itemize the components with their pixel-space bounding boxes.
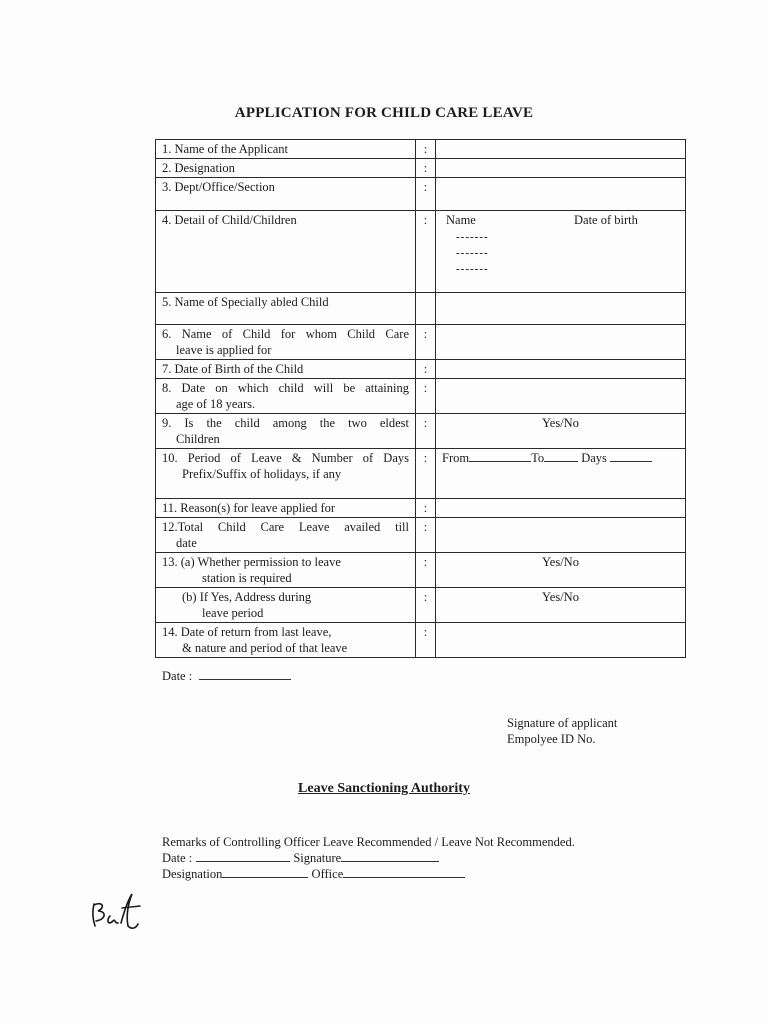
authority-office-blank[interactable] bbox=[343, 866, 465, 878]
table-row bbox=[156, 518, 686, 553]
table-row bbox=[156, 211, 686, 293]
table-row bbox=[156, 360, 686, 379]
designation-field[interactable] bbox=[436, 159, 686, 178]
address-yes-no[interactable]: Yes/No bbox=[436, 588, 686, 623]
date-blank[interactable] bbox=[199, 668, 291, 680]
specially-abled-child-field[interactable] bbox=[436, 293, 686, 325]
colon: : bbox=[416, 623, 436, 658]
remarks-text: Remarks of Controlling Officer Leave Recommended / Leave Not Recommended. bbox=[162, 835, 575, 849]
child-entry-line: ------- bbox=[456, 247, 489, 259]
colon bbox=[416, 293, 436, 325]
colon: : bbox=[416, 499, 436, 518]
authority-block bbox=[162, 834, 575, 882]
signature-applicant-label: Signature of applicant bbox=[507, 716, 618, 730]
authority-designation-line bbox=[162, 866, 575, 882]
authority-date-line bbox=[162, 850, 575, 866]
applicant-name-field[interactable] bbox=[436, 140, 686, 159]
from-blank[interactable] bbox=[469, 450, 531, 462]
days-blank[interactable] bbox=[610, 450, 652, 462]
field-label: 9. Is the child among the two eldest Children bbox=[156, 414, 416, 449]
colon: : bbox=[416, 518, 436, 553]
field-label: 14. Date of return from last leave, & nature and period of that leave bbox=[156, 623, 416, 658]
table-row bbox=[156, 588, 686, 623]
table-row bbox=[156, 623, 686, 658]
table-row bbox=[156, 159, 686, 178]
table-row bbox=[156, 178, 686, 211]
authority-designation-label: Designation bbox=[162, 867, 223, 881]
field-label: 11. Reason(s) for leave applied for bbox=[156, 499, 416, 518]
field-label: 10. Period of Leave & Number of Days Prefix/Suffix of holidays, if any bbox=[156, 449, 416, 499]
authority-date-label: Date : bbox=[162, 851, 193, 865]
authority-date-blank[interactable] bbox=[196, 850, 290, 862]
authority-title: Leave Sanctioning Authority bbox=[298, 781, 470, 796]
dept-office-section-field[interactable] bbox=[436, 178, 686, 211]
table-row bbox=[156, 553, 686, 588]
field-label: (b) If Yes, Address during leave period bbox=[156, 588, 416, 623]
colon: : bbox=[416, 211, 436, 293]
colon: : bbox=[416, 325, 436, 360]
total-leave-availed-field[interactable] bbox=[436, 518, 686, 553]
days-label: Days bbox=[581, 451, 607, 465]
field-label: 6. Name of Child for whom Child Care leave is applied for bbox=[156, 325, 416, 360]
leave-period-field[interactable] bbox=[436, 449, 686, 499]
table-row bbox=[156, 499, 686, 518]
handwritten-initials-icon bbox=[88, 890, 144, 938]
field-label: 7. Date of Birth of the Child bbox=[156, 360, 416, 379]
last-leave-return-field[interactable] bbox=[436, 623, 686, 658]
field-label: 2. Designation bbox=[156, 159, 416, 178]
leave-reason-field[interactable] bbox=[436, 499, 686, 518]
applicant-signature-block bbox=[507, 715, 617, 747]
field-label: 4. Detail of Child/Children bbox=[156, 211, 416, 293]
authority-designation-blank[interactable] bbox=[222, 866, 308, 878]
colon: : bbox=[416, 379, 436, 414]
table-row bbox=[156, 449, 686, 499]
authority-office-label: Office bbox=[311, 867, 344, 881]
colon: : bbox=[416, 140, 436, 159]
age-18-date-field[interactable] bbox=[436, 379, 686, 414]
table-row bbox=[156, 414, 686, 449]
child-name-label: Name bbox=[446, 213, 476, 227]
field-label: 8. Date on which child will be attaining age of 18 years. bbox=[156, 379, 416, 414]
field-label: 5. Name of Specially abled Child bbox=[156, 293, 416, 325]
colon: : bbox=[416, 360, 436, 379]
eldest-child-yes-no[interactable]: Yes/No bbox=[436, 414, 686, 449]
field-label: 3. Dept/Office/Section bbox=[156, 178, 416, 211]
station-permission-yes-no[interactable]: Yes/No bbox=[436, 553, 686, 588]
child-name-for-leave-field[interactable] bbox=[436, 325, 686, 360]
to-label: To bbox=[531, 451, 545, 465]
employee-id-label: Empolyee ID No. bbox=[507, 732, 596, 746]
field-label: 13. (a) Whether permission to leave station is required bbox=[156, 553, 416, 588]
page-title: APPLICATION FOR CHILD CARE LEAVE bbox=[234, 105, 534, 121]
date-label: Date : bbox=[162, 669, 193, 683]
field-label: 12.Total Child Care Leave availed till date bbox=[156, 518, 416, 553]
table-row bbox=[156, 325, 686, 360]
colon: : bbox=[416, 159, 436, 178]
child-dob-label: Date of birth bbox=[574, 213, 638, 227]
colon: : bbox=[416, 178, 436, 211]
to-blank[interactable] bbox=[544, 450, 578, 462]
colon: : bbox=[416, 553, 436, 588]
child-entry-line: ------- bbox=[456, 263, 489, 275]
table-row bbox=[156, 293, 686, 325]
child-entry-line: ------- bbox=[456, 231, 489, 243]
authority-signature-blank[interactable] bbox=[341, 850, 439, 862]
colon: : bbox=[416, 588, 436, 623]
child-dob-field[interactable] bbox=[436, 360, 686, 379]
table-row bbox=[156, 140, 686, 159]
colon: : bbox=[416, 449, 436, 499]
from-label: From bbox=[442, 451, 470, 465]
field-label: 1. Name of the Applicant bbox=[156, 140, 416, 159]
colon: : bbox=[416, 414, 436, 449]
date-line bbox=[162, 668, 291, 684]
table-row bbox=[156, 379, 686, 414]
child-details-field[interactable] bbox=[436, 211, 686, 293]
application-form-table bbox=[155, 139, 686, 658]
authority-signature-label: Signature bbox=[293, 851, 342, 865]
